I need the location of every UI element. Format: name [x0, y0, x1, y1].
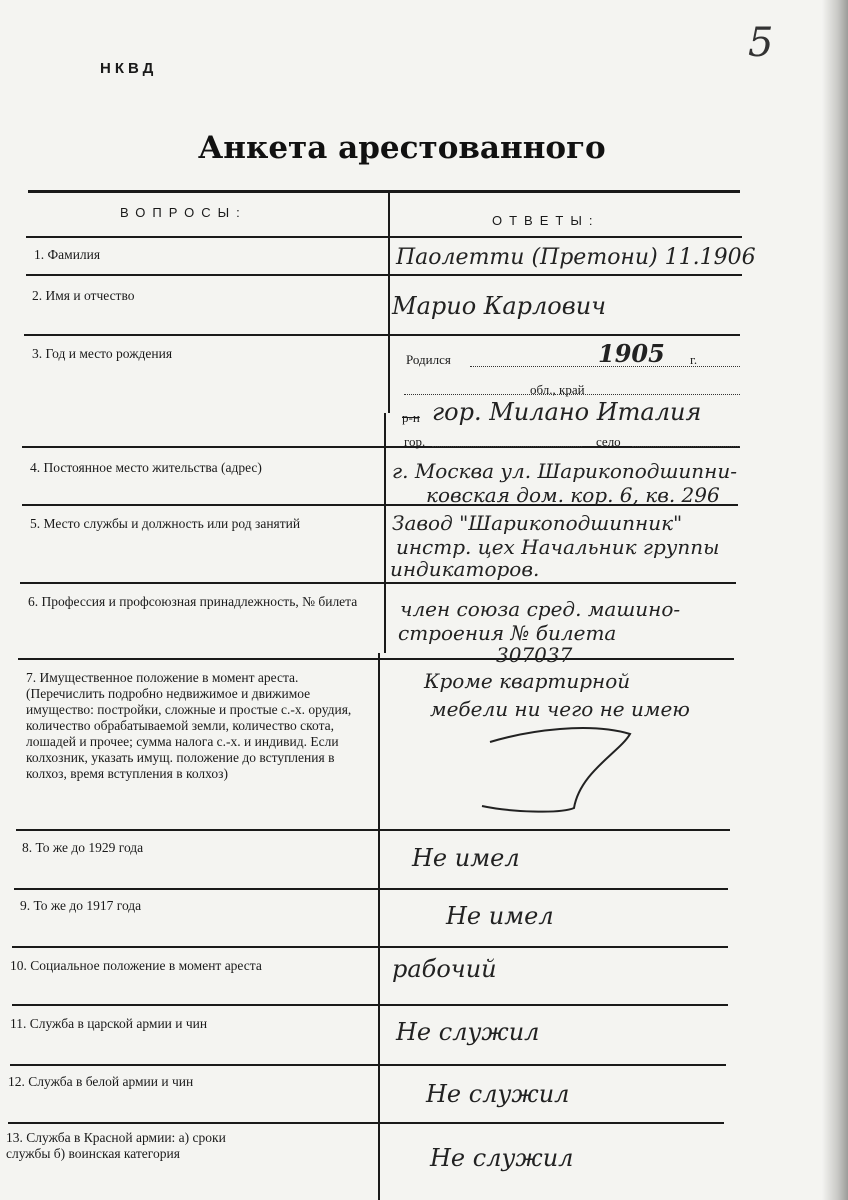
handwritten-dash-mark	[470, 712, 650, 822]
village-label: село	[596, 434, 621, 449]
village-dotted-line	[632, 446, 740, 447]
row-line	[12, 1004, 728, 1006]
form-title: Анкета арестованного	[198, 130, 606, 166]
oblast-label: обл., край	[530, 382, 585, 397]
answer-address-line-2: ковская дом. кор. 6, кв. 296	[426, 483, 720, 507]
question-5: 5. Место службы и должность или род занятий	[30, 516, 301, 531]
answer-work-line-1: Завод "Шарикоподшипник"	[392, 511, 683, 535]
agency-header: НКВД	[100, 60, 158, 77]
row-line	[26, 236, 742, 238]
answer-birth-year: 1905	[598, 339, 665, 368]
city-dotted-line	[432, 446, 582, 447]
question-6: 6. Профессия и профсоюзная принадлежность, № билета	[28, 594, 358, 609]
row-line	[8, 1122, 724, 1124]
column-divider	[378, 653, 380, 1200]
city-label: гор.	[404, 434, 426, 449]
answer-address-line-1: г. Москва ул. Шарикоподшипни-	[392, 459, 737, 483]
answer-property-line-1: Кроме квартирной	[424, 669, 631, 693]
scan-edge-shadow	[822, 0, 848, 1200]
page-number: 5	[748, 20, 774, 66]
answer-union-line-3: 307037	[496, 643, 573, 667]
questions-header: ВОПРОСЫ:	[120, 205, 247, 220]
question-3: 3. Год и место рождения	[32, 346, 173, 361]
answer-property-1929: Не имел	[412, 844, 520, 872]
answer-red-army: Не служил	[430, 1144, 574, 1172]
row-line	[12, 946, 728, 948]
answer-work-line-2: инстр. цех Начальник группы	[396, 535, 720, 559]
question-9: 9. То же до 1917 года	[20, 898, 142, 913]
question-4: 4. Постоянное место жительства (адрес)	[30, 460, 262, 475]
row-line	[24, 334, 740, 336]
year-suffix: г.	[690, 352, 698, 367]
row-line	[26, 274, 742, 276]
answer-union-line-2: строения № билета	[398, 621, 617, 645]
question-10: 10. Социальное положение в момент ареста	[10, 958, 262, 973]
row-line	[16, 829, 730, 831]
answer-surname: Паолетти (Претони) 11.1906	[396, 245, 756, 270]
question-8: 8. То же до 1929 года	[22, 840, 144, 855]
answer-social-status: рабочий	[392, 955, 497, 983]
question-7: 7. Имущественное положение в момент ареста. (Перечислить подробно недвижимое и движимое имущество: постройки, сложные и простые с.-х. орудия, количество обрабатываемой земли, количество скота, лошадей и прочее; сумма налога с.-х. и индивид. Если колхозник, указать имущ. положение до вступления в колхоз, время вступления в колхоз)	[26, 670, 352, 781]
row-line	[10, 1064, 726, 1066]
question-1: 1. Фамилия	[34, 247, 101, 262]
answer-name-patronymic: Марио Карлович	[392, 292, 607, 320]
column-divider	[388, 193, 390, 413]
answer-work-line-3: индикаторов.	[390, 557, 540, 581]
answer-union-line-1: член союза сред. машино-	[400, 597, 681, 621]
row-line	[18, 658, 734, 660]
top-rule	[28, 190, 740, 193]
answer-tsarist-army: Не служил	[396, 1018, 540, 1046]
district-label: р-н	[402, 410, 420, 425]
column-divider	[384, 413, 386, 653]
born-label: Родился	[406, 352, 451, 367]
answer-property-line-2: мебели ни чего не имею	[430, 697, 690, 721]
answer-white-army: Не служил	[426, 1080, 570, 1108]
question-12: 12. Служба в белой армии и чин	[8, 1074, 194, 1089]
row-line	[20, 582, 736, 584]
answer-property-1917: Не имел	[446, 902, 554, 930]
answers-header: ОТВЕТЫ:	[492, 213, 600, 228]
answer-birth-place: гор. Милано Италия	[432, 398, 702, 426]
row-line	[14, 888, 728, 890]
question-11: 11. Служба в царской армии и чин	[10, 1016, 208, 1031]
question-2: 2. Имя и отчество	[32, 288, 135, 303]
question-13: 13. Служба в Красной армии: а) сроки службы б) воинская категория	[6, 1130, 226, 1161]
